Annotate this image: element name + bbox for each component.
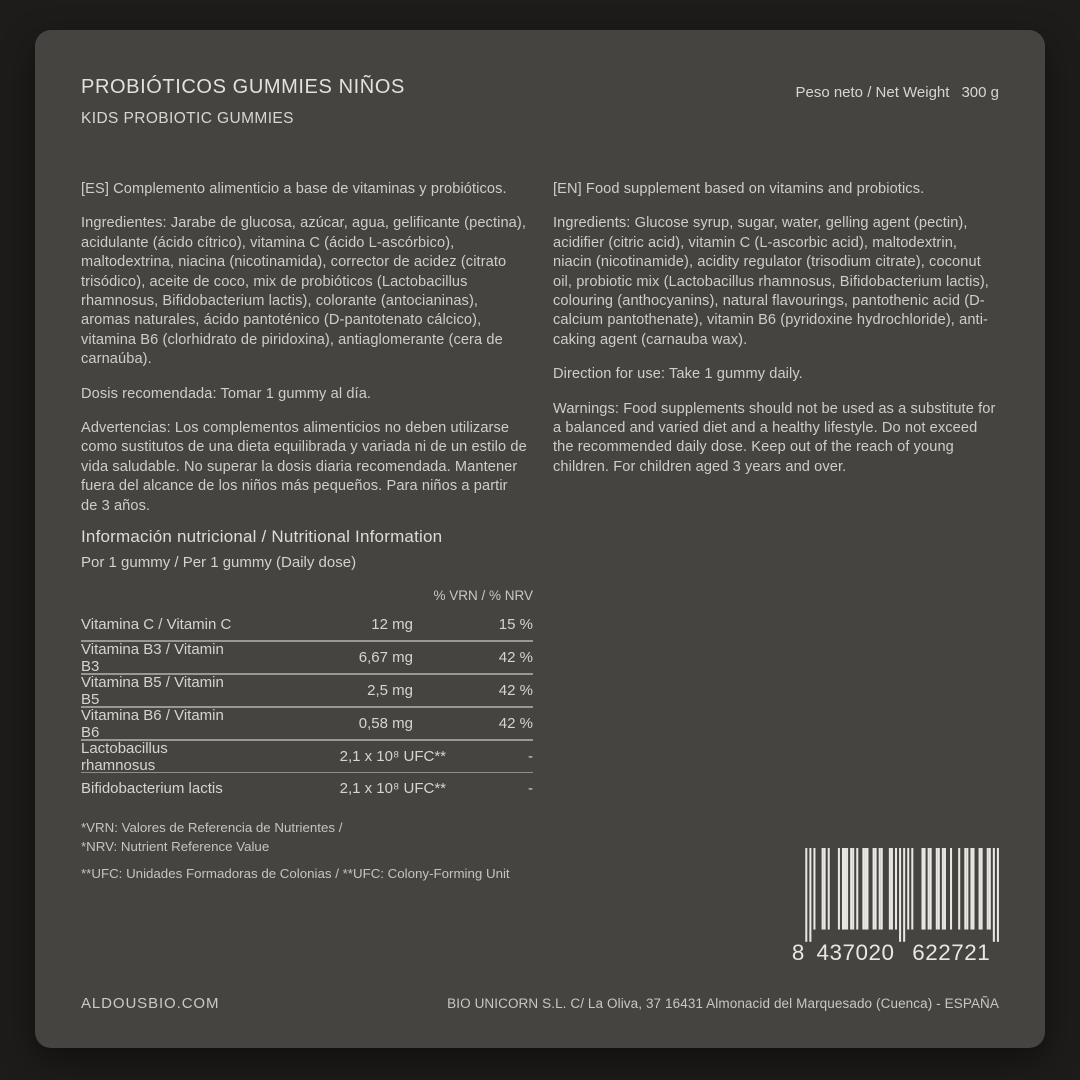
footnote-nrv-en: *NRV: Nutrient Reference Value xyxy=(81,839,270,854)
svg-text:622721: 622721 xyxy=(912,940,990,965)
table-row xyxy=(81,642,533,675)
label-footer xyxy=(81,995,999,1012)
product-title: PROBIÓTICOS GUMMIES NIÑOS xyxy=(81,76,405,98)
nutrition-subheading: Por 1 gummy / Per 1 gummy (Daily dose) xyxy=(81,554,357,571)
nutrient-name: Vitamina B5 / Vitamin B5 xyxy=(81,673,224,708)
table-row xyxy=(81,773,533,804)
nutrient-nrv: 42 % xyxy=(498,649,533,666)
es-warnings: Advertencias: Los complementos alimenticios no deben utilizarse como sustitutos de una dieta equilibrada y variada ni de un estilo de vida saludable. No superar la dosis diaria recomendada. Mantener fuera del alcance de los niños más pequeños. Para niños a partir de 3 años. xyxy=(81,420,527,514)
barcode xyxy=(791,848,1001,964)
nutrient-name: Vitamina B3 / Vitamin B3 xyxy=(81,640,224,675)
nutrition-table xyxy=(81,609,533,804)
table-row xyxy=(81,741,533,773)
en-dosage: Direction for use: Take 1 gummy daily. xyxy=(553,366,803,383)
table-row xyxy=(81,708,533,741)
nutrition-section xyxy=(81,527,533,883)
nrv-column-header: % VRN / % NRV xyxy=(433,588,533,603)
english-column xyxy=(553,180,999,531)
table-row xyxy=(81,675,533,708)
nutrition-heading: Información nutricional / Nutritional Information xyxy=(81,527,443,546)
svg-text:8: 8 xyxy=(791,940,805,965)
es-dosage: Dosis recomendada: Tomar 1 gummy al día. xyxy=(81,385,372,402)
en-warnings: Warnings: Food supplements should not be used as a substitute for a balanced and varied diet and a healthy lifestyle. Do not exceed the recommended daily dose. Keep out of the reach of young children. For children aged 3 years and over. xyxy=(553,400,996,475)
label-header xyxy=(81,30,999,128)
footnote-ufc: **UFC: Unidades Formadoras de Colonias / **UFC: Colony-Forming Unit xyxy=(81,866,510,881)
en-ingredients: Ingredients: Glucose syrup, sugar, water, gelling agent (pectin), acidifier (citric acid), vitamin C (L-ascorbic acid), maltodextrin, niacin (nicotinamide), acidity regulator (trisodium citrate), coconut oil, probiotic mix (Lactobacillus rhamnosus, Bifidobacterium lactis), colouring (anthocyanins), natural flavourings, pantothenic acid (D-calcium pantothenate), vitamin B6 (pyridoxine hydrochloride), anti-caking agent (carnauba wax). xyxy=(553,215,989,348)
product-subtitle: KIDS PROBIOTIC GUMMIES xyxy=(81,110,294,127)
en-intro: [EN] Food supplement based on vitamins and probiotics. xyxy=(553,181,925,197)
nutrient-nrv: - xyxy=(528,780,533,797)
svg-text:437020: 437020 xyxy=(816,940,894,965)
net-weight-value: 300 g xyxy=(961,84,999,101)
nutrient-name: Vitamina B6 / Vitamin B6 xyxy=(81,706,224,741)
company-address: BIO UNICORN S.L. C/ La Oliva, 37 16431 Almonacid del Marquesado (Cuenca) - ESPAÑA xyxy=(447,996,999,1011)
es-intro: [ES] Complemento alimenticio a base de vitaminas y probióticos. xyxy=(81,181,507,197)
footnote-vrn-es: *VRN: Valores de Referencia de Nutrientes / xyxy=(81,820,343,835)
nutrient-amount: 2,1 x 10⁸ UFC** xyxy=(339,748,446,765)
nutrient-amount: 2,1 x 10⁸ UFC** xyxy=(339,780,446,797)
nutrient-amount: 2,5 mg xyxy=(367,682,413,699)
es-ingredients: Ingredientes: Jarabe de glucosa, azúcar, agua, gelificante (pectina), acidulante (ácido cítrico), vitamina C (ácido L-ascórbico), maltodextrina, niacina (nicotinamida), corrector de acidez (citrato trisódico), aceite de coco, mix de probióticos (Lactobacillus rhamnosus, Bifidobacterium lactis), colorante (antocianinas), aromas naturales, ácido pantoténico (D-pantotenato cálcico), vitamina B6 (clorhidrato de piridoxina), antiaglomerante (cera de carnaúba). xyxy=(81,215,526,368)
nutrient-amount: 12 mg xyxy=(371,616,413,633)
nutrient-nrv: 15 % xyxy=(498,616,533,633)
net-weight-label: Peso neto / Net Weight xyxy=(795,84,950,101)
nutrient-nrv: 42 % xyxy=(498,715,533,732)
nutrient-nrv: 42 % xyxy=(498,682,533,699)
barcode-svg xyxy=(791,848,1001,964)
nutrient-name: Bifidobacterium lactis xyxy=(81,780,223,797)
table-row xyxy=(81,609,533,642)
title-block xyxy=(81,76,405,128)
product-label xyxy=(35,30,1045,1048)
website: ALDOUSBIO.COM xyxy=(81,995,220,1012)
nutrient-amount: 6,67 mg xyxy=(358,649,413,666)
spanish-column xyxy=(81,180,527,531)
text-columns xyxy=(81,180,999,531)
footnote-vrn xyxy=(81,818,533,856)
nutrient-name: Lactobacillus rhamnosus xyxy=(81,739,168,774)
nutrient-name: Vitamina C / Vitamin C xyxy=(81,616,232,633)
net-weight xyxy=(795,84,999,101)
nutrient-amount: 0,58 mg xyxy=(358,715,413,732)
nutrient-nrv: - xyxy=(528,748,533,765)
